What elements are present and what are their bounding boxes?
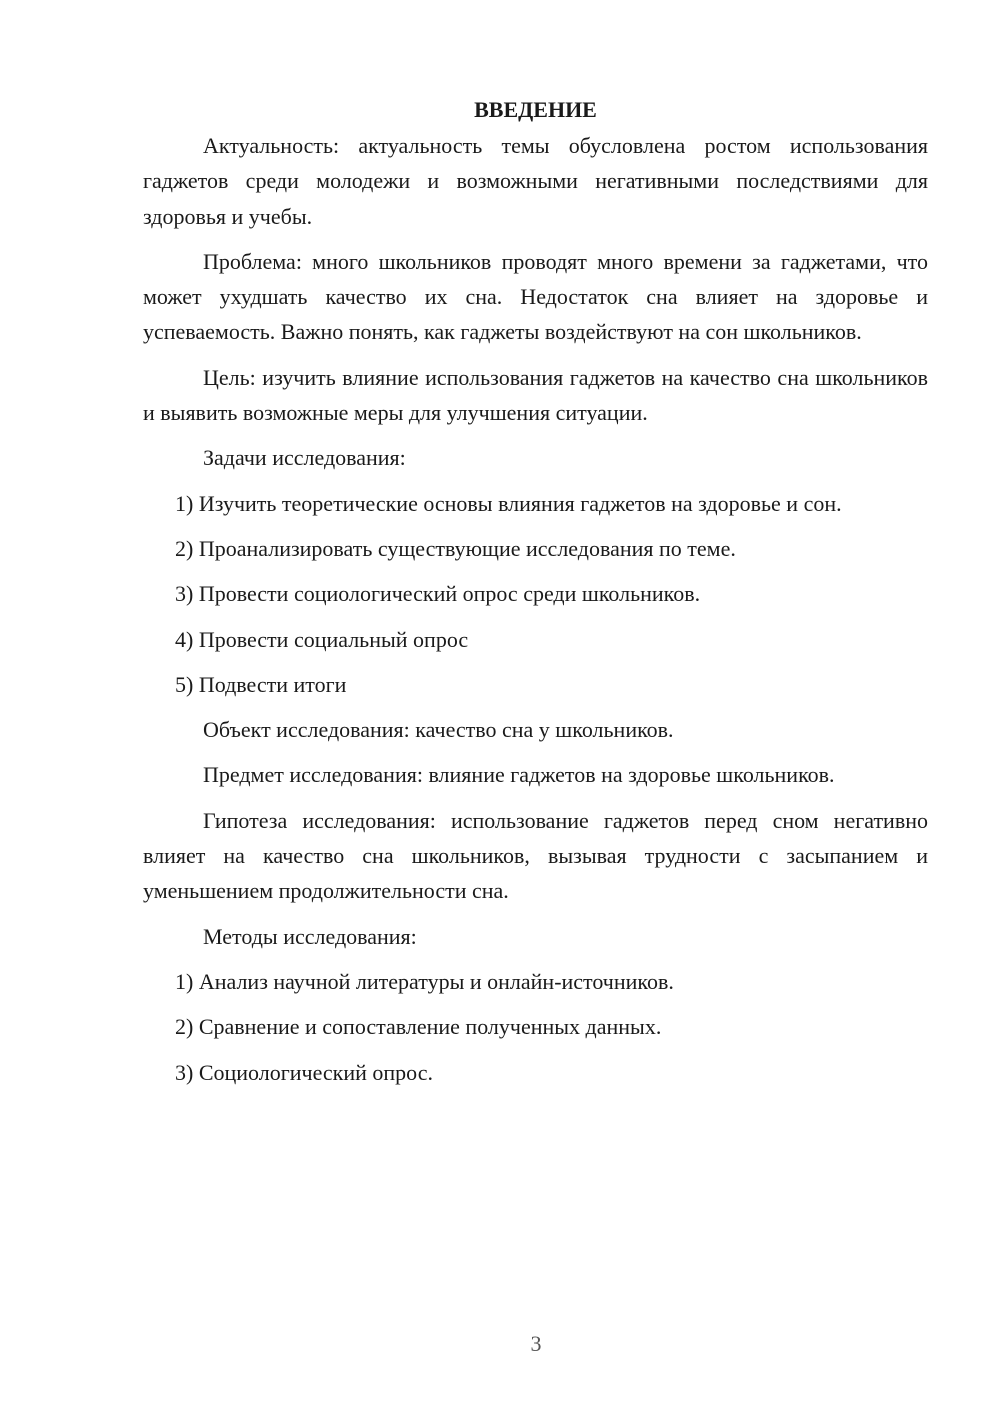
object-paragraph: Объект исследования: качество сна у школьников. — [203, 717, 674, 743]
list-item: 3) Социологический опрос. — [175, 1059, 433, 1085]
list-item: 5) Подвести итоги — [175, 671, 347, 697]
goal-paragraph: Цель: изучить влияние использования гаджетов на качество сна школьников и выявить возможные меры для улучшения ситуации. — [143, 364, 928, 426]
list-item: 2) Проанализировать существующие исследования по теме. — [175, 535, 736, 561]
problem-paragraph: Проблема: много школьников проводят много времени за гаджетами, что может ухудшать качество их сна. Недостаток сна влияет на здоровье и успеваемость. Важно понять, как гаджеты воздействуют на сон школьников. — [143, 248, 928, 345]
tasks-list — [143, 486, 928, 702]
list-item: 2) Сравнение и сопоставление полученных данных. — [175, 1014, 662, 1040]
tasks-heading: Задачи исследования: — [203, 445, 406, 471]
subject-paragraph: Предмет исследования: влияние гаджетов на здоровье школьников. — [203, 762, 835, 788]
list-item: 4) Провести социальный опрос — [175, 626, 469, 652]
hypothesis-paragraph: Гипотеза исследования: использование гаджетов перед сном негативно влияет на качество сна школьников, вызывая трудности с засыпанием и уменьшением продолжительности сна. — [143, 807, 928, 904]
relevance-paragraph: Актуальность: актуальность темы обусловлена ростом использования гаджетов среди молодежи и возможными негативными последствиями для здоровья и учебы. — [143, 133, 928, 229]
list-item: 1) Анализ научной литературы и онлайн-источников. — [175, 968, 674, 994]
methods-list — [143, 964, 928, 1090]
methods-heading: Методы исследования: — [203, 923, 417, 949]
section-title: ВВЕДЕНИЕ — [474, 97, 597, 122]
document-page — [143, 92, 928, 1100]
list-item: 1) Изучить теоретические основы влияния гаджетов на здоровье и сон. — [175, 490, 842, 516]
page-number: 3 — [530, 1331, 542, 1356]
list-item: 3) Провести социологический опрос среди школьников. — [175, 581, 701, 607]
